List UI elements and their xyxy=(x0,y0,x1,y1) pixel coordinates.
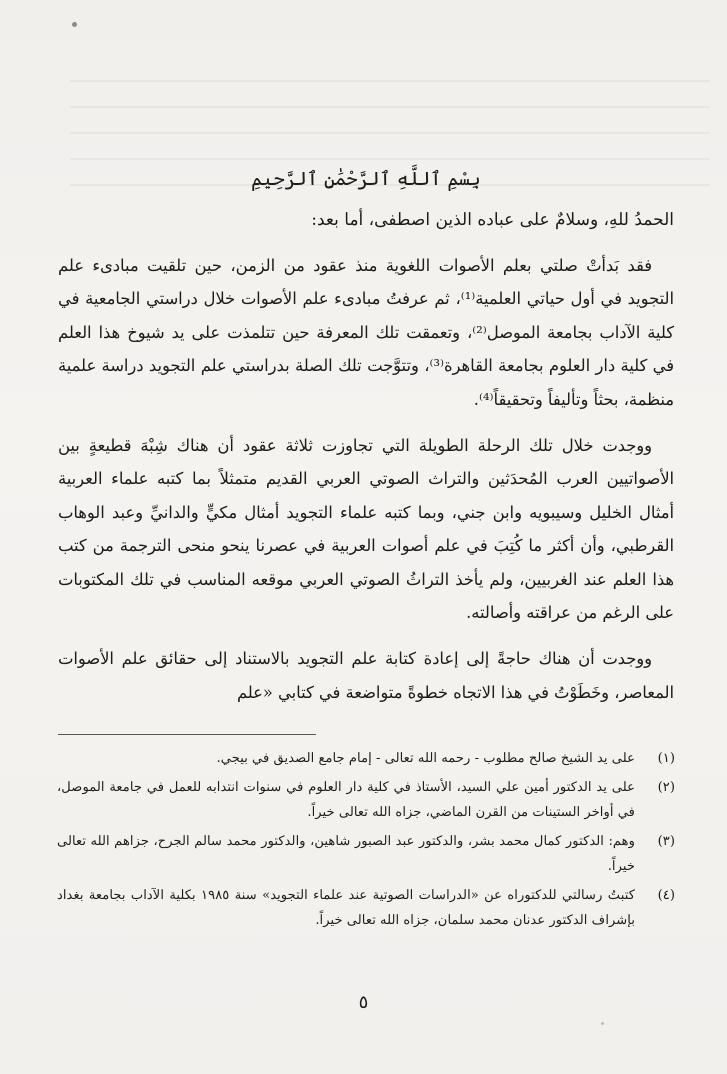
footnote-number: (٢) xyxy=(657,779,675,795)
footnote-text: على يد الشيخ صالح مطلوب - رحمه الله تعالى - إمام جامع الصديق في بيجي. xyxy=(216,751,635,766)
basmala-heading: بِسْمِ ٱللَّهِ ٱلرَّحْمَٰنِ ٱلرَّحِيمِ xyxy=(251,168,481,190)
footnote xyxy=(57,775,675,826)
footnote-text: وهم: الدكتور كمال محمد بشر، والدكتور عبد الصبور شاهين، والدكتور محمد سالم الجرح، جزاهم الله تعالى خيراً. xyxy=(57,833,635,874)
paper-speck xyxy=(72,22,77,27)
footnote-number: (٤) xyxy=(657,887,675,903)
main-text xyxy=(58,168,674,722)
footnote xyxy=(57,746,675,772)
opening-line: الحمدُ للهِ، وسلامٌ على عباده الذين اصطفى، أما بعد: xyxy=(311,210,674,230)
footnote-text: على يد الدكتور أمين علي السيد، الأستاذ في كلية دار العلوم في سنوات انتدابه للعمل في جامعة الموصل، في أواخر الستينات من القرن الماضي، جزاه الله تعالى خيراً. xyxy=(57,779,635,820)
footnote xyxy=(57,829,675,880)
footnote xyxy=(57,883,675,934)
footnotes xyxy=(57,746,675,937)
footnote-number: (١) xyxy=(657,751,675,766)
footnote-separator xyxy=(58,734,316,735)
page-number: ٥ xyxy=(358,992,369,1013)
paragraph: ووجدت خلال تلك الرحلة الطويلة التي تجاوزت ثلاثة عقود أن هناك شِبْهَ قطيعةٍ بين الأصواتيين العرب المُحدَثين والتراث الصوتي العربي القديم متمثلاً بما كتبه علماء العربية أمثال الخليل وسيبويه وابن جني، وبما كتبه علماء التجويد أمثال مكيٍّ والدانيِّ وعبد الوهاب القرطبي، وأن أكثر ما كُتِبَ في علم أصوات العربية في عصرنا ينحو منحى الترجمة من كتب هذا العلم عند الغربيين، ولم يأخذ التراثُ الصوتي العربي موقعه المناسب في تلك المكتوبات على الرغم من عراقته وأصالته. xyxy=(58,436,674,623)
paragraph: ووجدت أن هناك حاجةً إلى إعادة كتابة علم التجويد بالاستناد إلى حقائق علم الأصوات المعاصر، وخَطَوْتُ في هذا الاتجاه خطوةً متواضعة في كتابي «علم xyxy=(58,649,674,702)
footnote-text: كتبتُ رسالتي للدكتوراه عن «الدراسات الصوتية عند علماء التجويد» سنة ١٩٨٥ بكلية الآداب بجامعة بغداد بإشراف الدكتور عدنان محمد سلمان، جزاه الله تعالى خيراً. xyxy=(57,887,635,928)
paper-speck xyxy=(601,1022,604,1025)
paragraph: فقد بَدأتْ صلتي بعلم الأصوات اللغوية منذ عقود من الزمن، حين تلقيت مبادىء علم التجويد في أول حياتي العلمية⁽¹⁾، ثم عرفتُ مبادىء علم الأصوات خلال دراستي الجامعية في كلية الآداب بجامعة الموصل⁽²⁾، وتعمقت تلك المعرفة حين تتلمذت على يد شيوخ هذا العلم في كلية دار العلوم بجامعة القاهرة⁽³⁾، وتتوَّجت تلك الصلة بدراستي علم التجويد دراسة علمية منظمة، بحثاً وتأليفاً وتحقيقاً⁽⁴⁾. xyxy=(58,256,674,409)
footnote-number: (٣) xyxy=(657,833,675,849)
